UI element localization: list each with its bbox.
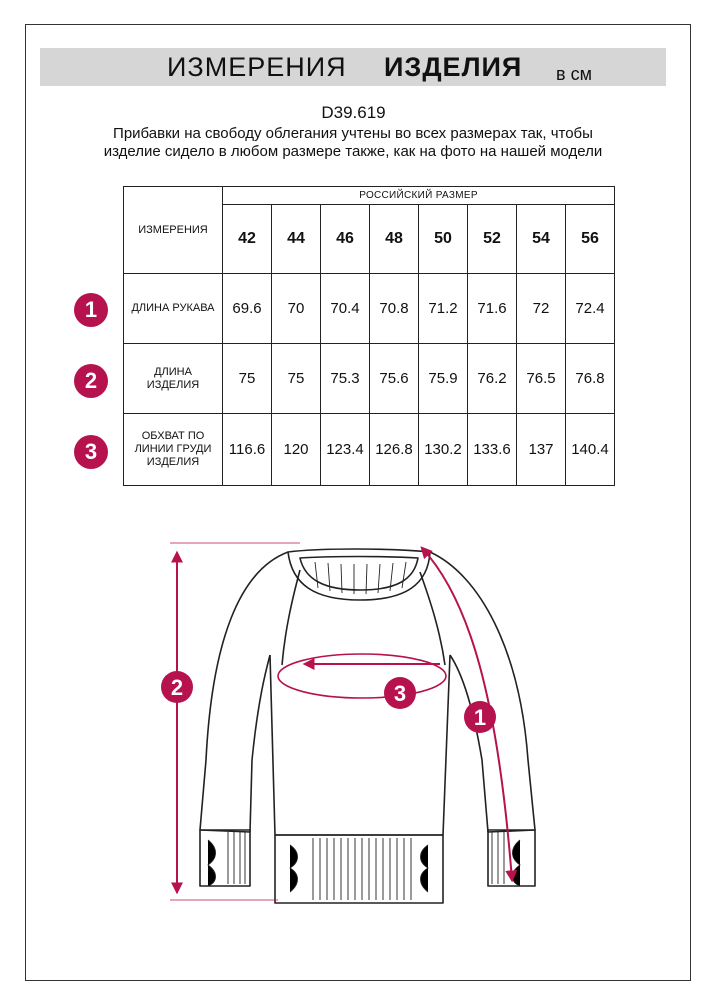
marker-length: 2 [170,675,184,700]
table-cell: 76.2 [468,344,517,414]
table-cell: 75.6 [370,344,419,414]
corner-label: ИЗМЕРЕНИЯ [124,187,223,274]
size-header: 42 [223,205,272,274]
table-cell: 72 [517,274,566,344]
table-cell: 75.9 [419,344,468,414]
table-cell: 123.4 [321,414,370,486]
size-header: 54 [517,205,566,274]
table-cell: 75 [272,344,321,414]
marker-sleeve: 1 [473,705,487,730]
table-cell: 126.8 [370,414,419,486]
table-cell: 76.8 [566,344,615,414]
table-cell: 75 [223,344,272,414]
size-header: 56 [566,205,615,274]
fit-note: Прибавки на свободу облегания учтены во всех размерах так, чтобы изделие сидело в любом размере также, как на фото на нашей модели [103,125,603,160]
badge-chest: 3 [74,435,108,469]
badge-length: 2 [74,364,108,398]
chest-measure [278,654,446,709]
group-label: РОССИЙСКИЙ РАЗМЕР [223,187,615,205]
table-cell: 137 [517,414,566,486]
row-label-line: ОБХВАТ ПО [141,430,205,442]
size-header: 50 [419,205,468,274]
row-label-line: ЛИНИИ ГРУДИ [134,443,212,455]
size-header: 44 [272,205,321,274]
size-header: 46 [321,205,370,274]
size-header: 48 [370,205,419,274]
table-cell: 130.2 [419,414,468,486]
header-title-measurements: ИЗМЕРЕНИЯ [167,52,347,82]
header-unit: в см [556,64,592,84]
row-label-line: ИЗДЕЛИЯ [146,456,200,468]
badge-sleeve: 1 [74,293,108,327]
table-cell: 71.2 [419,274,468,344]
length-measure [161,543,300,900]
model-code: D39.619 [321,103,386,122]
row-label-line: ИЗДЕЛИЯ [146,378,200,391]
table-cell: 71.6 [468,274,517,344]
size-header: 52 [468,205,517,274]
table-cell: 133.6 [468,414,517,486]
table-cell: 76.5 [517,344,566,414]
table-cell: 70 [272,274,321,344]
table-cell: 70.8 [370,274,419,344]
table-cell: 72.4 [566,274,615,344]
row-label-line: ДЛИНА [154,365,192,378]
table-cell: 116.6 [223,414,272,486]
header-title-product: ИЗДЕЛИЯ [384,52,523,82]
table-cell: 70.4 [321,274,370,344]
table-cell: 75.3 [321,344,370,414]
table-cell: 69.6 [223,274,272,344]
table-cell: 140.4 [566,414,615,486]
marker-chest: 3 [393,681,407,706]
table-cell: 120 [272,414,321,486]
row-label: ДЛИНА РУКАВА [124,274,223,344]
